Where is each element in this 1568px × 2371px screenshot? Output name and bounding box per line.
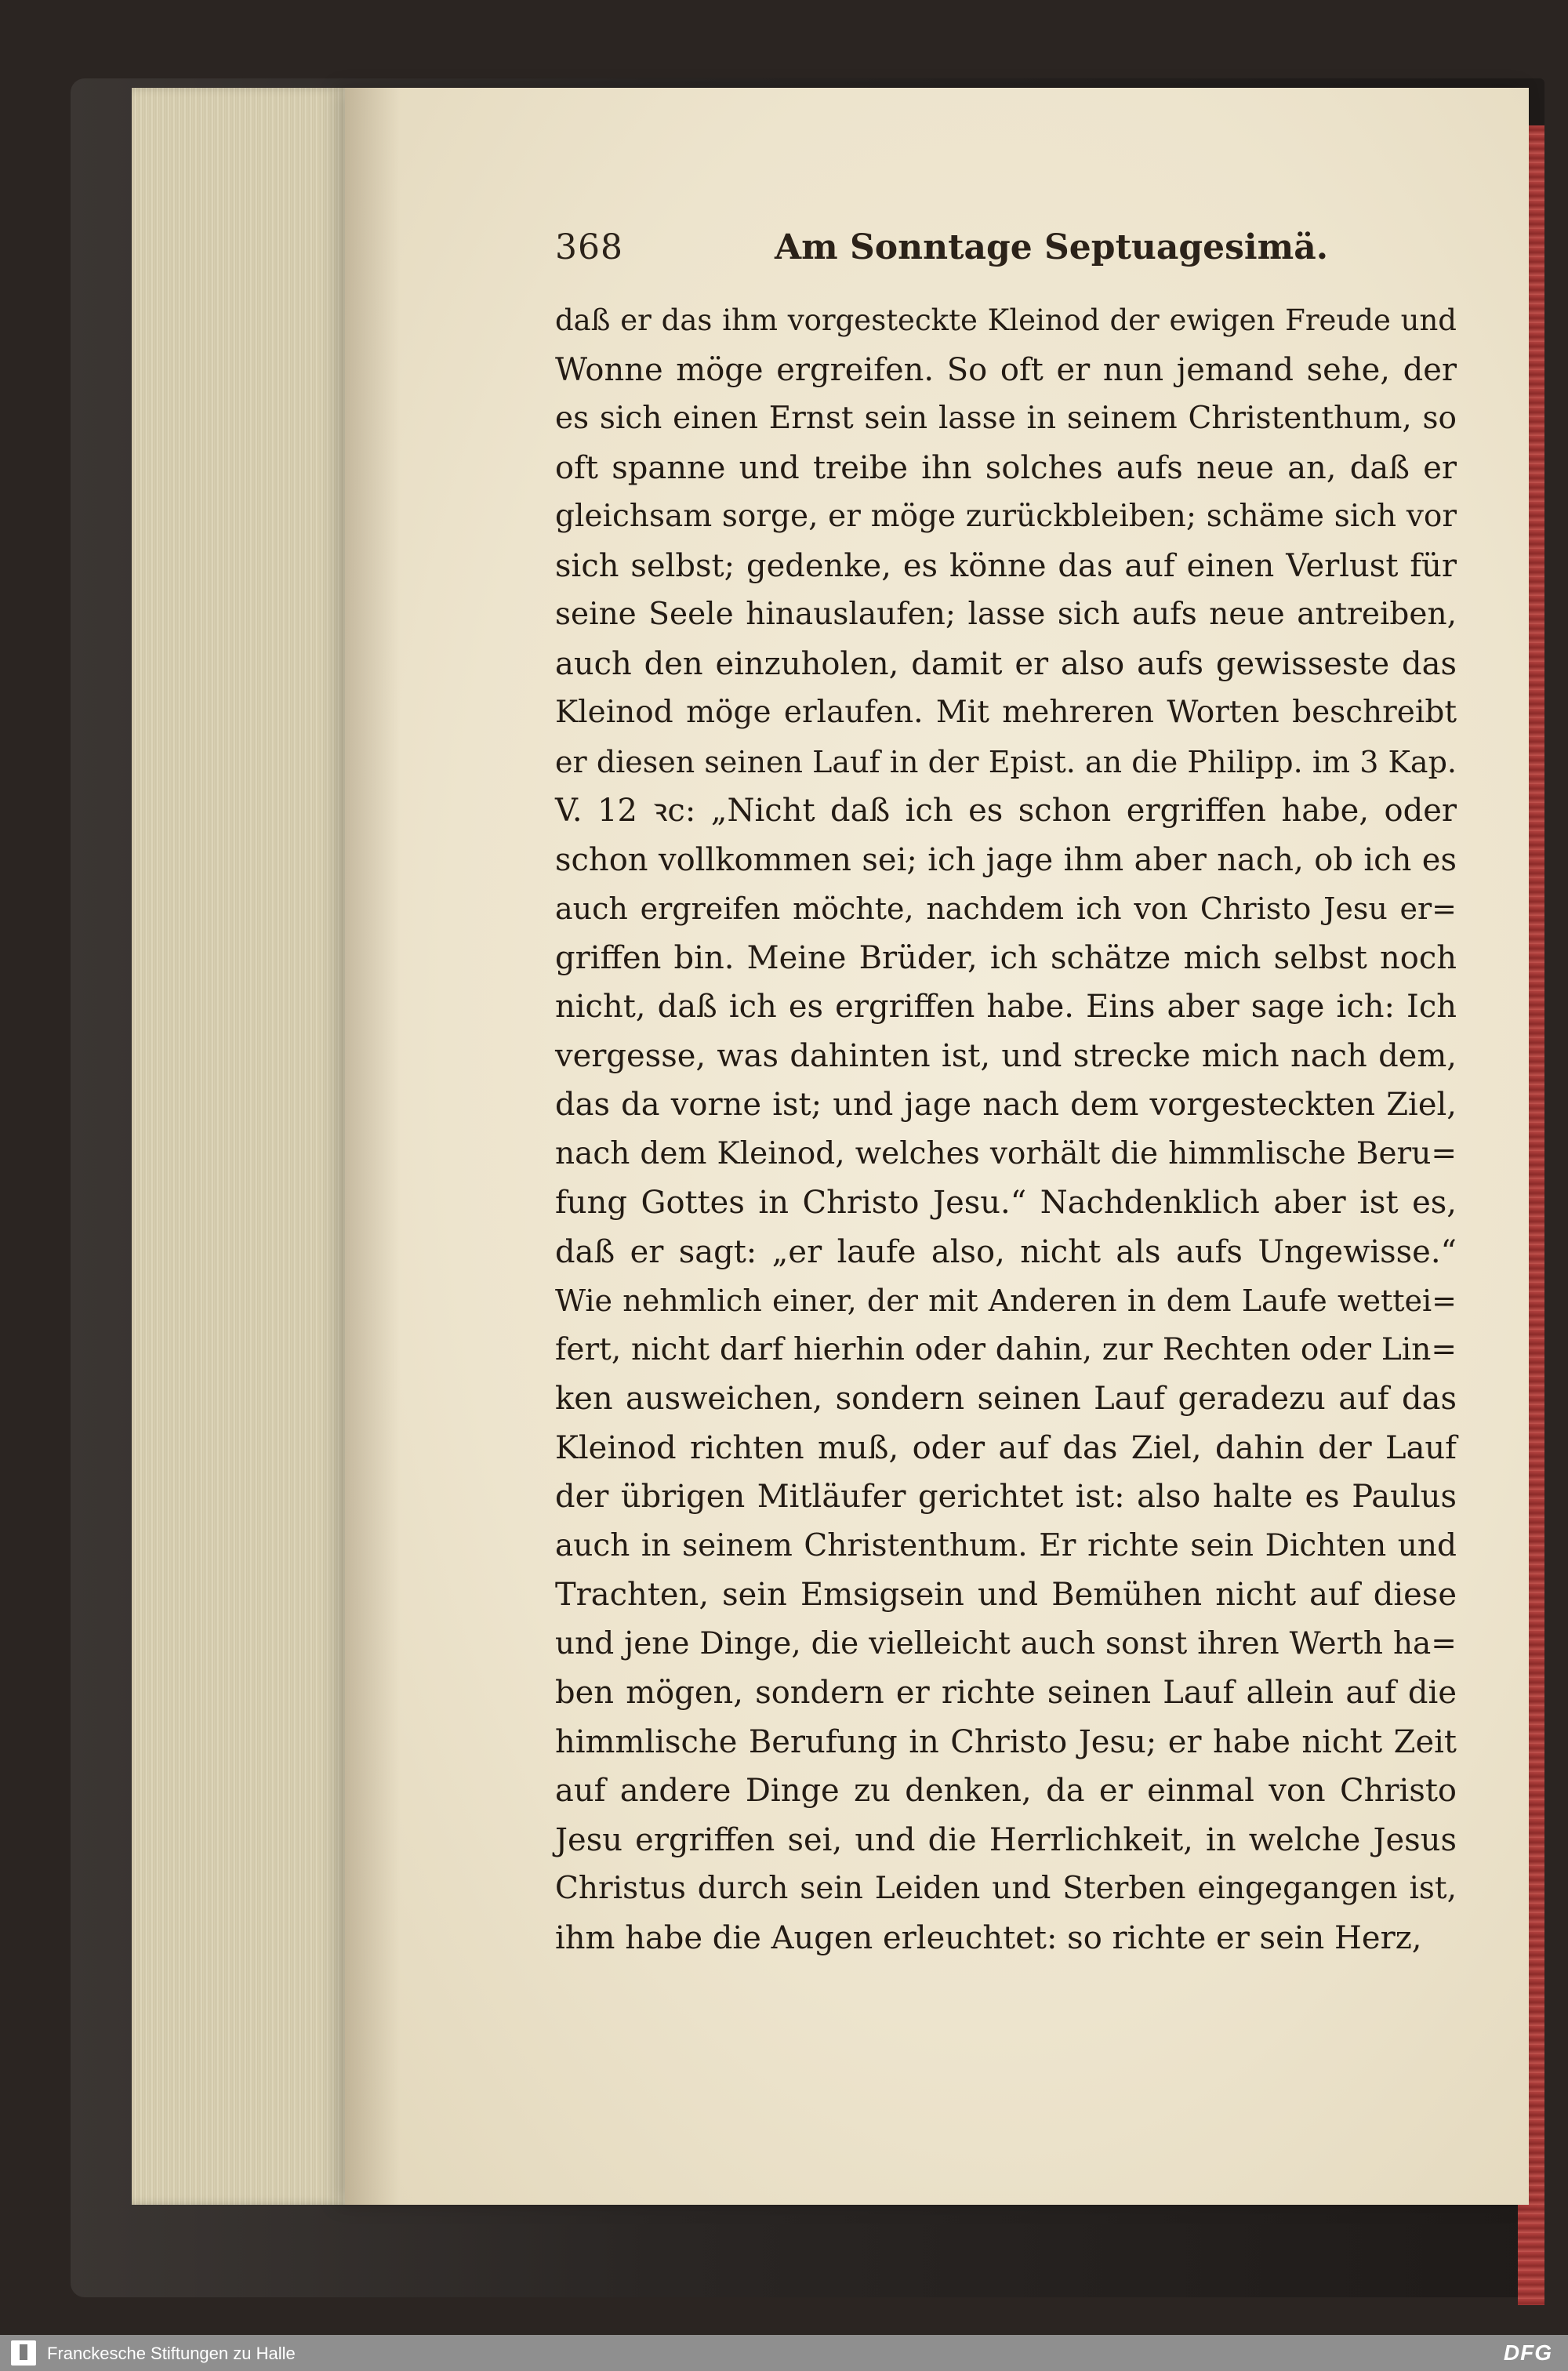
text-line: und jene Dinge, die vielleicht auch sonst ihren Werth ha= [555,1625,1457,1661]
text-line: der übrigen Mitläufer gerichtet ist: also halte es Paulus [555,1479,1457,1515]
text-line: Jesu ergriffen sei, und die Herrlichkeit, in welche Jesus [555,1821,1457,1858]
text-line: vergesse, was dahinten ist, und strecke mich nach dem, [555,1037,1457,1074]
running-title: Am Sonntage Septuagesimä. [775,227,1329,267]
text-line: fert, nicht darf hierhin oder dahin, zur Rechten oder Lin= [555,1331,1457,1367]
text-line: er diesen seinen Lauf in der Epist. an die Philipp. im 3 Kap. [555,744,1457,779]
text-line: ben mögen, sondern er richte seinen Lauf allein auf die [555,1675,1457,1711]
text-line: ihm habe die Augen erleuchtet: so richte er sein Herz, [555,1919,1422,1956]
text-line: auch ergreifen möchte, nachdem ich von Christo Jesu er= [555,891,1457,926]
text-line: Wie nehmlich einer, der mit Anderen in dem Laufe wettei= [555,1284,1457,1318]
dfg-logo: DFG [1503,2340,1552,2365]
text-line: sich selbst; gedenke, es könne das auf einen Verlust für [555,547,1457,584]
text-line: fung Gottes in Christo Jesu.“ Nachdenklich aber ist es, [555,1185,1457,1221]
text-line: gleichsam sorge, er möge zurückbleiben; schäme sich vor [555,499,1457,534]
footer-bar [0,2335,1568,2371]
text-line: nach dem Kleinod, welches vorhält die himmlische Beru= [555,1135,1457,1171]
institution-logo-icon [11,2340,36,2366]
text-line: himmlische Berufung in Christo Jesu; er habe nicht Zeit [555,1723,1457,1760]
text-line: nicht, daß ich es ergriffen habe. Eins aber sage ich: Ich [555,989,1457,1025]
text-line: das da vorne ist; und jage nach dem vorgesteckten Ziel, [555,1087,1457,1123]
text-line: es sich einen Ernst sein lasse in seinem Christenthum, so [555,401,1457,436]
text-line: V. 12 ꝛc: „Nicht daß ich es schon ergriffen habe, oder [555,793,1457,829]
text-line: ken ausweichen, sondern seinen Lauf geradezu auf das [555,1381,1457,1417]
gutter-shadow [345,88,400,2205]
text-line: Wonne möge ergreifen. So oft er nun jemand sehe, der [555,351,1457,388]
page-body-text [555,296,1457,1963]
text-line: daß er sagt: „er laufe also, nicht als aufs Ungewisse.“ [555,1233,1457,1270]
text-line: Kleinod richten muß, oder auf das Ziel, dahin der Lauf [555,1429,1457,1466]
text-line: Trachten, sein Emsigsein und Bemühen nicht auf diese [555,1577,1457,1613]
text-line: daß er das ihm vorgesteckte Kleinod der ewigen Freude und [555,303,1457,337]
text-line: Christus durch sein Leiden und Sterben eingegangen ist, [555,1871,1457,1906]
text-line: Kleinod möge erlaufen. Mit mehreren Worten beschreibt [555,695,1457,730]
footer-institution-label: Franckesche Stiftungen zu Halle [47,2344,296,2363]
page-header [555,227,1480,290]
text-line: auch den einzuholen, damit er also aufs gewisseste das [555,645,1457,682]
text-line: oft spanne und treibe ihn solches aufs neue an, daß er [555,449,1457,486]
text-line: auch in seinem Christenthum. Er richte sein Dichten und [555,1527,1457,1563]
text-line: seine Seele hinauslaufen; lasse sich aufs neue antreiben, [555,597,1457,632]
page-number: 368 [555,227,623,267]
text-line: auf andere Dinge zu denken, da er einmal von Christo [555,1773,1457,1809]
text-line: schon vollkommen sei; ich jage ihm aber nach, ob ich es [555,841,1457,878]
page-edges [132,88,367,2205]
text-line: griffen bin. Meine Brüder, ich schätze mich selbst noch [555,939,1457,976]
